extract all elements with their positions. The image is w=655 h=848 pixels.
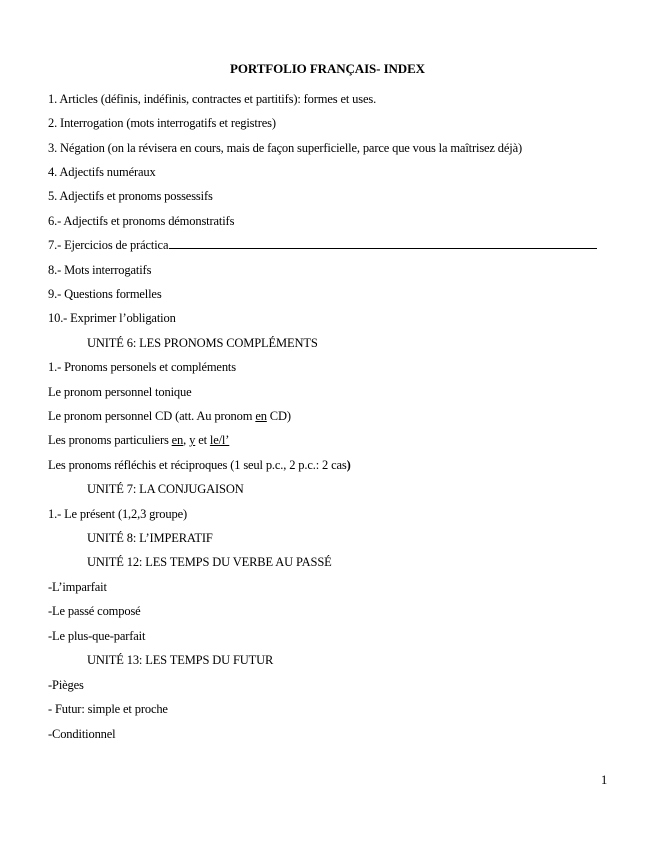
index-item-negation: 3. Négation (on la révisera en cours, mais de façon superficielle, parce que vous la maîtrisez déjà)	[48, 141, 523, 155]
unit-heading-13: UNITÉ 13: LES TEMPS DU FUTUR	[87, 653, 274, 667]
text-part: Les pronoms particuliers	[48, 433, 172, 447]
index-item-adjectifs-numeraux: 4. Adjectifs numéraux	[48, 165, 156, 179]
index-item-passe-compose: -Le passé composé	[48, 604, 141, 618]
page-title: PORTFOLIO FRANÇAIS- INDEX	[230, 61, 425, 76]
underlined-en: en	[171, 433, 184, 447]
index-item-interrogation: 2. Interrogation (mots interrogatifs et registres)	[48, 116, 276, 130]
index-item-questions-formelles: 9.- Questions formelles	[48, 287, 162, 301]
index-item-pieges: -Pièges	[48, 678, 84, 692]
unit-heading-12: UNITÉ 12: LES TEMPS DU VERBE AU PASSÉ	[87, 555, 332, 569]
text-part: Le pronom personnel CD (att. Au pronom	[48, 409, 256, 423]
unit-heading-8: UNITÉ 8: L’IMPERATIF	[87, 531, 213, 545]
index-item-ejercicios	[48, 237, 597, 253]
ejercicios-label: 7.- Ejercicios de práctica	[48, 238, 169, 252]
text-part: Les pronoms réfléchis et réciproques (1 seul p.c., 2 p.c.: 2 cas	[48, 458, 347, 472]
index-item-plus-que-parfait: -Le plus-que-parfait	[48, 629, 146, 643]
index-item-obligation: 10.- Exprimer l’obligation	[48, 311, 176, 325]
index-item-conditionnel: -Conditionnel	[48, 727, 116, 741]
unit-heading-6: UNITÉ 6: LES PRONOMS COMPLÉMENTS	[87, 336, 318, 350]
fill-in-rule	[169, 238, 597, 249]
underlined-le: le/l’	[209, 433, 230, 447]
page-number: 1	[601, 773, 608, 787]
underlined-y: y	[189, 433, 196, 447]
index-item-imparfait: -L’imparfait	[48, 580, 107, 594]
index-item-pronoms-reflechis	[48, 457, 351, 473]
index-item-mots-interrogatifs: 8.- Mots interrogatifs	[48, 263, 152, 277]
index-item-demonstratifs: 6.- Adjectifs et pronoms démonstratifs	[48, 214, 235, 228]
index-item-pronoms-particuliers	[48, 432, 229, 448]
text-part: et	[195, 433, 210, 447]
index-item-pronom-tonique: Le pronom personnel tonique	[48, 385, 192, 399]
index-item-futur: - Futur: simple et proche	[48, 702, 168, 716]
text-part: CD)	[266, 409, 291, 423]
text-part: ,	[183, 433, 190, 447]
bold-paren: )	[346, 458, 351, 472]
underlined-en: en	[255, 409, 267, 423]
index-item-present: 1.- Le présent (1,2,3 groupe)	[48, 507, 188, 521]
index-item-articles: 1. Articles (définis, indéfinis, contractes et partitifs): formes et uses.	[48, 92, 377, 106]
index-item-pronoms-personels: 1.- Pronoms personels et compléments	[48, 360, 236, 374]
index-item-pronom-cd	[48, 408, 291, 424]
unit-heading-7: UNITÉ 7: LA CONJUGAISON	[87, 482, 244, 496]
index-item-possessifs: 5. Adjectifs et pronoms possessifs	[48, 189, 213, 203]
